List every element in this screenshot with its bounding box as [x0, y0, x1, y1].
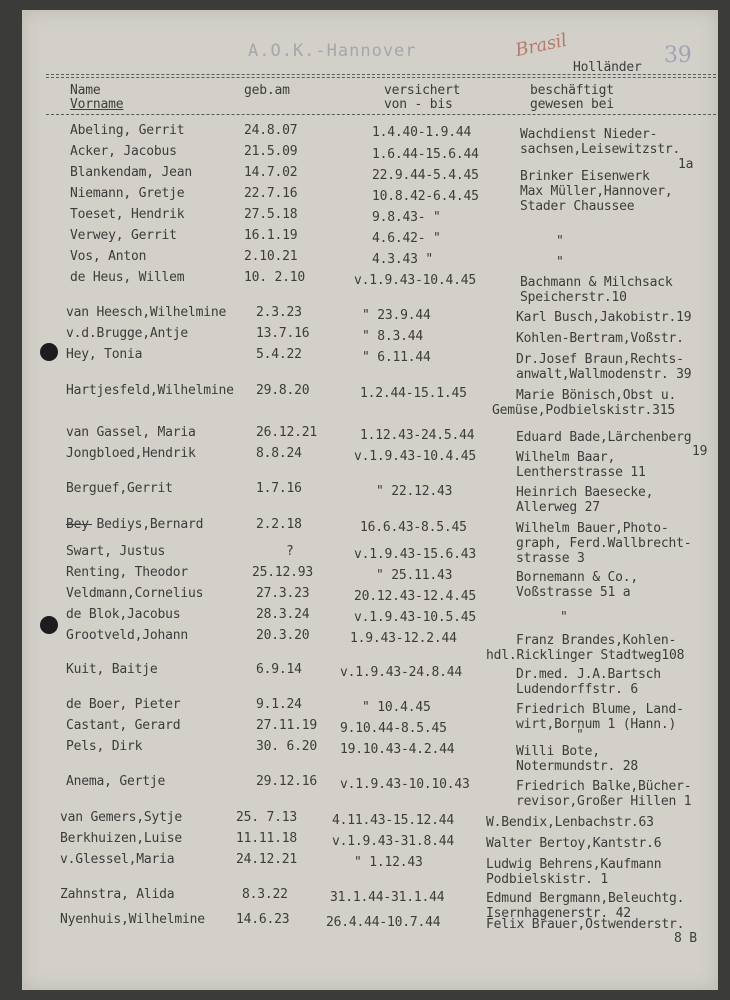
column-header-employer-at: gewesen bei: [530, 97, 614, 112]
column-header-insured: versichert: [384, 83, 461, 98]
row-employer-line: Wachdienst Nieder-: [520, 127, 658, 142]
row-dob: 27.5.18: [244, 207, 298, 222]
row-dob: 27.3.23: [256, 586, 310, 601]
row-name: Niemann, Gretje: [70, 186, 185, 201]
row-period: 26.4.44-10.7.44: [326, 915, 441, 930]
row-employer-line: Heinrich Baesecke,: [516, 485, 654, 500]
row-employer-line: Friedrich Blume, Land-: [516, 702, 684, 717]
row-name: de Heus, Willem: [70, 270, 185, 285]
row-employer-line: Wilhelm Bauer,Photo-: [516, 521, 669, 536]
row-period: 4.6.42- ": [372, 231, 441, 246]
row-period: 16.6.43-8.5.45: [360, 520, 467, 535]
row-dob: 2.2.18: [256, 517, 302, 532]
row-dob: 25.12.93: [252, 565, 314, 580]
row-name: Hey, Tonia: [66, 347, 143, 362]
stamp-header: A.O.K.-Hannover: [248, 41, 417, 61]
column-header-employer: beschäftigt: [530, 83, 614, 98]
row-employer-line: strasse 3: [516, 551, 585, 566]
row-period: " 23.9.44: [362, 308, 431, 323]
row-period: v.1.9.43-24.8.44: [340, 665, 463, 680]
row-name: Zahnstra, Alida: [60, 887, 175, 902]
row-dob: 9.1.24: [256, 697, 302, 712]
row-employer-line: Allerweg 27: [516, 500, 600, 515]
page-number: 8 B: [674, 931, 697, 946]
row-name: Veldmann,Cornelius: [66, 586, 204, 601]
row-period: 9.8.43- ": [372, 210, 441, 225]
row-employer-line: Dr.med. J.A.Bartsch: [516, 667, 661, 682]
row-name: de Boer, Pieter: [66, 697, 181, 712]
pencil-page-number: 39: [664, 43, 692, 68]
row-name: Anema, Gertje: [66, 774, 166, 789]
row-name: van Heesch,Wilhelmine: [66, 305, 227, 320]
row-employer-line: Friedrich Balke,Bücher-: [516, 779, 692, 794]
row-employer-line: Marie Bönisch,Obst u.: [516, 388, 677, 403]
row-period: 22.9.44-5.4.45: [372, 168, 479, 183]
row-employer-line: hdl.Ricklinger Stadtweg108: [486, 648, 685, 663]
row-period: 10.8.42-6.4.45: [372, 189, 479, 204]
row-period: v.1.9.43-10.4.45: [354, 273, 477, 288]
row-dob: 2.10.21: [244, 249, 298, 264]
row-period: 1.4.40-1.9.44: [372, 125, 472, 140]
row-dob: 29.12.16: [256, 774, 318, 789]
row-period: 31.1.44-31.1.44: [330, 890, 445, 905]
category-label: Holländer: [573, 60, 642, 75]
row-employer-ditto: ": [556, 234, 564, 249]
row-name: Bey Bediys,Bernard: [66, 517, 204, 532]
row-employer-ditto: ": [560, 610, 568, 625]
row-period: 19.10.43-4.2.44: [340, 742, 455, 757]
row-employer-line: Lentherstrasse 11: [516, 465, 646, 480]
row-dob: 5.4.22: [256, 347, 302, 362]
row-dob: 8.3.22: [242, 887, 288, 902]
row-period: 20.12.43-12.4.45: [354, 589, 477, 604]
row-employer-line: Kohlen-Bertram,Voßstr.: [516, 331, 684, 346]
row-employer-line: Brinker Eisenwerk: [520, 169, 650, 184]
row-period: 4.3.43 ": [372, 252, 434, 267]
row-employer-line: Karl Busch,Jakobistr.19: [516, 310, 692, 325]
row-employer-line: Edmund Bergmann,Beleuchtg.: [486, 891, 685, 906]
row-dob: 27.11.19: [256, 718, 318, 733]
row-dob: 1.7.16: [256, 481, 302, 496]
row-name: v.d.Brugge,Antje: [66, 326, 189, 341]
row-period: 9.10.44-8.5.45: [340, 721, 447, 736]
row-employer-ditto: ": [556, 255, 564, 270]
header-rule-top-2: [46, 77, 716, 78]
row-name: v.Glessel,Maria: [60, 852, 175, 867]
row-name: Vos, Anton: [70, 249, 147, 264]
row-period: 1.6.44-15.6.44: [372, 147, 479, 162]
row-dob: 14.6.23: [236, 912, 290, 927]
row-employer-line: Podbielskistr. 1: [486, 872, 609, 887]
row-employer-line: Ludwig Behrens,Kaufmann: [486, 857, 662, 872]
row-period: " 22.12.43: [376, 484, 453, 499]
row-dob: 26.12.21: [256, 425, 318, 440]
row-employer-line: anwalt,Wallmodenstr. 39: [516, 367, 692, 382]
row-period: " 8.3.44: [362, 329, 424, 344]
row-employer-line: 19: [692, 444, 708, 459]
row-dob: 20.3.20: [256, 628, 310, 643]
row-name: Berkhuizen,Luise: [60, 831, 183, 846]
row-dob: 29.8.20: [256, 383, 310, 398]
row-name: Blankendam, Jean: [70, 165, 193, 180]
row-employer-line: Bornemann & Co.,: [516, 570, 639, 585]
column-header-insured-range: von - bis: [384, 97, 453, 112]
row-name: Hartjesfeld,Wilhelmine: [66, 383, 234, 398]
row-name: Verwey, Gerrit: [70, 228, 177, 243]
row-employer-line: Dr.Josef Braun,Rechts-: [516, 352, 684, 367]
row-dob: 8.8.24: [256, 446, 302, 461]
row-employer-line: Franz Brandes,Kohlen-: [516, 633, 677, 648]
row-employer-line: Willi Bote,: [516, 744, 600, 759]
row-name: van Gassel, Maria: [66, 425, 196, 440]
row-employer-line: Notermundstr. 28: [516, 759, 639, 774]
row-dob: 25. 7.13: [236, 810, 298, 825]
row-dob: 13.7.16: [256, 326, 310, 341]
row-period: " 1.12.43: [354, 855, 423, 870]
row-name: van Gemers,Sytje: [60, 810, 183, 825]
row-dob: 11.11.18: [236, 831, 298, 846]
row-employer-line: Voßstrasse 51 a: [516, 585, 631, 600]
row-period: v.1.9.43-15.6.43: [354, 547, 477, 562]
row-employer-line: 1a: [678, 157, 694, 172]
row-employer-line: Eduard Bade,Lärchenberg: [516, 430, 692, 445]
row-name: Pels, Dirk: [66, 739, 143, 754]
pencil-note: Brasil: [513, 29, 569, 62]
row-dob: 14.7.02: [244, 165, 298, 180]
row-dob: 6.9.14: [256, 662, 302, 677]
row-dob: 24.12.21: [236, 852, 298, 867]
row-name: Abeling, Gerrit: [70, 123, 185, 138]
row-employer-line: W.Bendix,Lenbachstr.63: [486, 815, 654, 830]
row-employer-line: Gemüse,Podbielskistr.315: [492, 403, 676, 418]
row-employer-line: sachsen,Leisewitzstr.: [520, 142, 681, 157]
row-dob: 24.8.07: [244, 123, 298, 138]
row-name: Renting, Theodor: [66, 565, 189, 580]
row-employer-line: Max Müller,Hannover,: [520, 184, 673, 199]
row-employer-line: Stader Chaussee: [520, 199, 635, 214]
row-period: v.1.9.43-10.10.43: [340, 777, 470, 792]
row-employer-line: Speicherstr.10: [520, 290, 627, 305]
punch-hole: [40, 343, 58, 361]
row-employer-line: Ludendorffstr. 6: [516, 682, 639, 697]
document-page: [22, 10, 718, 990]
row-period: " 10.4.45: [362, 700, 431, 715]
row-period: v.1.9.43-10.5.45: [354, 610, 477, 625]
row-employer-ditto: ": [576, 728, 584, 743]
row-period: 1.2.44-15.1.45: [360, 386, 467, 401]
row-name: Swart, Justus: [66, 544, 166, 559]
row-employer-line: Bachmann & Milchsack: [520, 275, 673, 290]
punch-hole: [40, 616, 58, 634]
row-name: Grootveld,Johann: [66, 628, 189, 643]
row-period: v.1.9.43-31.8.44: [332, 834, 455, 849]
header-rule-top-1: [46, 74, 716, 75]
row-period: 1.9.43-12.2.44: [350, 631, 457, 646]
row-employer-line: graph, Ferd.Wallbrecht-: [516, 536, 692, 551]
column-header-dob: geb.am: [244, 83, 290, 98]
row-name: Castant, Gerard: [66, 718, 181, 733]
strikethrough: [66, 524, 92, 525]
header-rule-bottom: [46, 114, 716, 115]
row-period: v.1.9.43-10.4.45: [354, 449, 477, 464]
row-dob: 2.3.23: [256, 305, 302, 320]
row-employer-line: revisor,Großer Hillen 1: [516, 794, 692, 809]
column-header-name: Name: [70, 83, 101, 98]
row-employer-line: Felix Brauer,Ostwenderstr.: [486, 917, 685, 932]
row-dob: 16.1.19: [244, 228, 298, 243]
row-dob: 22.7.16: [244, 186, 298, 201]
row-name: Kuit, Baitje: [66, 662, 158, 677]
row-employer-line: wirt,Bornum 1 (Hann.): [516, 717, 677, 732]
row-name: Berguef,Gerrit: [66, 481, 173, 496]
row-dob: 21.5.09: [244, 144, 298, 159]
row-name: Acker, Jacobus: [70, 144, 177, 159]
row-dob: ?: [286, 544, 294, 559]
row-period: " 25.11.43: [376, 568, 453, 583]
row-period: " 6.11.44: [362, 350, 431, 365]
row-name: de Blok,Jacobus: [66, 607, 181, 622]
row-employer-line: Wilhelm Baar,: [516, 450, 616, 465]
row-dob: 28.3.24: [256, 607, 310, 622]
row-name: Toeset, Hendrik: [70, 207, 185, 222]
row-period: 4.11.43-15.12.44: [332, 813, 455, 828]
row-dob: 10. 2.10: [244, 270, 306, 285]
row-employer-line: Walter Bertoy,Kantstr.6: [486, 836, 662, 851]
row-name: Nyenhuis,Wilhelmine: [60, 912, 205, 927]
column-header-firstname: Vorname: [70, 97, 124, 112]
row-period: 1.12.43-24.5.44: [360, 428, 475, 443]
row-dob: 30. 6.20: [256, 739, 318, 754]
row-name: Jongbloed,Hendrik: [66, 446, 196, 461]
row-employer-line: Isernhagenerstr. 42: [486, 906, 631, 921]
